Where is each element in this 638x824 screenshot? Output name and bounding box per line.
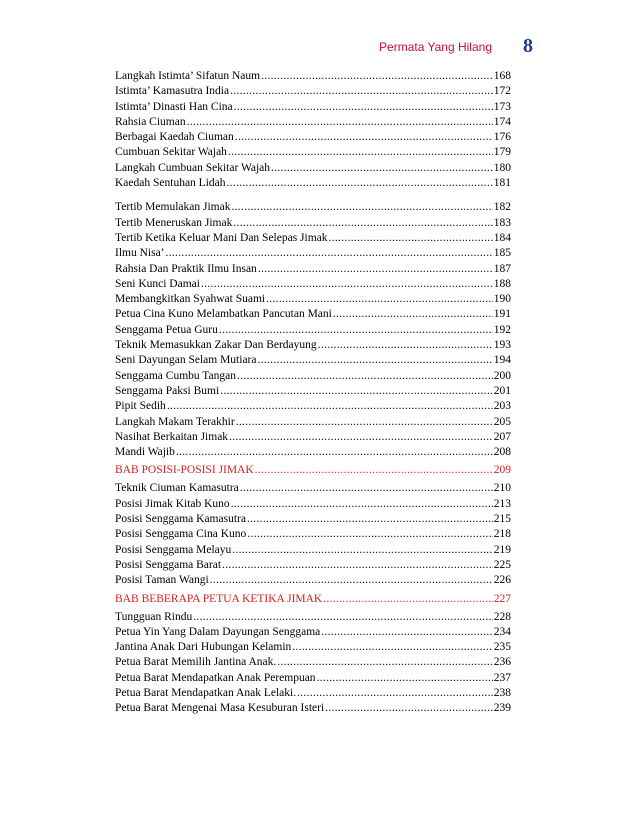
dot-leader (333, 307, 493, 322)
chapter-title: BAB POSISI-POSISI JIMAK (115, 464, 254, 477)
toc-entry (115, 701, 511, 716)
dot-leader (240, 481, 493, 496)
entry-title: Seni Kunci Damai (115, 277, 200, 290)
entry-page-number: 236 (493, 656, 511, 669)
entry-page-number: 188 (493, 277, 511, 290)
dot-leader (237, 369, 493, 384)
entry-page-number: 190 (493, 293, 511, 306)
toc-entry (115, 161, 511, 176)
toc-entry (115, 655, 511, 670)
toc-entry (115, 338, 511, 353)
toc-entry (115, 543, 511, 558)
toc-entry (115, 130, 511, 145)
dot-leader (201, 277, 493, 292)
entry-title: Posisi Senggama Cina Kuno (115, 528, 247, 541)
entry-title: Senggama Petua Guru (115, 323, 218, 336)
entry-page-number: 201 (493, 384, 511, 397)
group-spacer (115, 191, 511, 200)
entry-page-number: 205 (493, 415, 511, 428)
entry-title: Teknik Ciuman Kamasutra (115, 482, 239, 495)
dot-leader (325, 701, 493, 716)
dot-leader (271, 161, 493, 176)
entry-title: Istimta’ Kamasutra India (115, 85, 230, 98)
entry-page-number: 208 (493, 446, 511, 459)
entry-title: Rahsia Ciuman (115, 115, 186, 128)
dot-leader (231, 200, 492, 215)
entry-title: Rahsia Dan Praktik Ilmu Insan (115, 262, 257, 275)
dot-leader (329, 231, 493, 246)
entry-title: Petua Yin Yang Dalam Dayungan Senggama (115, 625, 321, 638)
entry-title: Tertib Meneruskan Jimak (115, 216, 233, 229)
dot-leader (230, 84, 493, 99)
entry-title: Petua Barat Mengenai Masa Kesuburan Isteri (115, 702, 325, 715)
dot-leader (247, 512, 493, 527)
entry-page-number: 174 (493, 115, 511, 128)
page-header (0, 36, 638, 60)
toc-entry (115, 292, 511, 307)
entry-title: Langkah Cumbuan Sekitar Wajah (115, 161, 271, 174)
entry-page-number: 192 (493, 323, 511, 336)
toc-entry (115, 671, 511, 686)
dot-leader (187, 115, 493, 130)
entry-title: Berbagai Kaedah Ciuman (115, 131, 234, 144)
entry-title: Jantina Anak Dari Hubungan Kelamin (115, 641, 292, 654)
entry-title: Tertib Ketika Keluar Mani Dan Selepas Jimak (115, 231, 328, 244)
entry-page-number: 237 (493, 671, 511, 684)
entry-page-number: 187 (493, 262, 511, 275)
entry-title: Posisi Senggama Kamasutra (115, 513, 246, 526)
toc-entry (115, 610, 511, 625)
dot-leader (234, 100, 493, 115)
toc-entry (115, 246, 511, 261)
dot-leader (266, 292, 493, 307)
dot-leader (261, 69, 493, 84)
dot-leader (229, 430, 493, 445)
entry-title: Petua Cina Kuno Melambatkan Pancutan Mani (115, 308, 332, 321)
toc-entry (115, 527, 511, 542)
entry-page-number: 184 (493, 231, 511, 244)
toc-entry (115, 481, 511, 496)
toc-entry (115, 558, 511, 573)
dot-leader (323, 589, 493, 610)
chapter-heading (115, 589, 511, 610)
entry-title: Tungguan Rindu (115, 610, 193, 623)
toc-entry (115, 512, 511, 527)
dot-leader (258, 262, 493, 277)
entry-page-number: 235 (493, 641, 511, 654)
entry-title: Senggama Cumbu Tangan (115, 369, 236, 382)
entry-page-number: 173 (493, 100, 511, 113)
dot-leader (167, 399, 493, 414)
chapter-page-number: 227 (493, 592, 511, 605)
entry-page-number: 234 (493, 625, 511, 638)
entry-page-number: 238 (493, 686, 511, 699)
entry-page-number: 193 (493, 339, 511, 352)
toc-entry (115, 625, 511, 640)
entry-title: Tertib Memulakan Jimak (115, 201, 231, 214)
toc-entry (115, 323, 511, 338)
entry-title: Posisi Senggama Barat (115, 558, 222, 571)
toc-entry (115, 307, 511, 322)
toc-entry (115, 145, 511, 160)
entry-page-number: 213 (493, 497, 511, 510)
dot-leader (247, 527, 492, 542)
table-of-contents (115, 69, 511, 717)
toc-entry (115, 100, 511, 115)
dot-leader (317, 671, 493, 686)
dot-leader (318, 338, 493, 353)
entry-page-number: 181 (493, 177, 511, 190)
entry-page-number: 203 (493, 400, 511, 413)
dot-leader (222, 558, 493, 573)
entry-title: Membangkitkan Syahwat Suami (115, 293, 266, 306)
toc-entry (115, 216, 511, 231)
entry-title: Nasihat Berkaitan Jimak (115, 430, 229, 443)
chapter-page-number: 209 (493, 464, 511, 477)
entry-page-number: 176 (493, 131, 511, 144)
entry-page-number: 207 (493, 430, 511, 443)
book-title: Permata Yang Hilang (379, 40, 492, 54)
entry-title: Posisi Taman Wangi (115, 574, 209, 587)
toc-entry (115, 369, 511, 384)
entry-page-number: 182 (493, 201, 511, 214)
toc-entry (115, 415, 511, 430)
entry-title: Posisi Jimak Kitab Kuno (115, 497, 230, 510)
entry-title: Cumbuan Sekitar Wajah (115, 146, 227, 159)
dot-leader (233, 216, 492, 231)
entry-title: Mandi Wajib (115, 446, 175, 459)
entry-title: Ilmu Nisa’ (115, 247, 165, 260)
dot-leader (292, 640, 492, 655)
entry-page-number: 185 (493, 247, 511, 260)
entry-page-number: 225 (493, 558, 511, 571)
entry-page-number: 239 (493, 702, 511, 715)
toc-entry (115, 430, 511, 445)
entry-title: Langkah Istimta’ Sifatun Naum (115, 70, 261, 82)
dot-leader (232, 543, 492, 558)
chapter-heading (115, 460, 511, 481)
entry-page-number: 215 (493, 513, 511, 526)
dot-leader (193, 610, 493, 625)
toc-entry (115, 497, 511, 512)
entry-page-number: 194 (493, 354, 511, 367)
toc-entry (115, 69, 511, 84)
entry-title: Petua Barat Memilih Jantina Anak. (115, 656, 277, 669)
entry-title: Teknik Memasukkan Zakar Dan Berdayung (115, 339, 317, 352)
toc-entry (115, 262, 511, 277)
dot-leader (321, 625, 492, 640)
entry-title: Pipit Sedih (115, 400, 166, 413)
entry-page-number: 183 (493, 216, 511, 229)
dot-leader (231, 497, 493, 512)
dot-leader (176, 445, 493, 460)
page-number: 8 (523, 35, 533, 57)
toc-entry (115, 573, 511, 588)
entry-page-number: 226 (493, 574, 511, 587)
dot-leader (228, 145, 493, 160)
toc-entry (115, 84, 511, 99)
entry-title: Senggama Paksi Bumi (115, 384, 220, 397)
toc-entry (115, 176, 511, 191)
toc-entry (115, 200, 511, 215)
entry-page-number: 219 (493, 543, 511, 556)
entry-title: Petua Barat Mendapatkan Anak Perempuan (115, 671, 316, 684)
dot-leader (227, 176, 493, 191)
entry-page-number: 191 (493, 308, 511, 321)
dot-leader (255, 460, 493, 481)
entry-title: Kaedah Sentuhan Lidah (115, 177, 226, 190)
dot-leader (257, 353, 492, 368)
entry-title: Istimta’ Dinasti Han Cina (115, 100, 233, 113)
toc-entry (115, 445, 511, 460)
entry-page-number: 179 (493, 146, 511, 159)
toc-entry (115, 640, 511, 655)
dot-leader (235, 130, 493, 145)
chapter-title: BAB BEBERAPA PETUA KETIKA JIMAK (115, 592, 323, 605)
entry-page-number: 168 (493, 70, 511, 82)
dot-leader (166, 246, 493, 261)
entry-page-number: 200 (493, 369, 511, 382)
dot-leader (277, 655, 492, 670)
entry-page-number: 218 (493, 528, 511, 541)
dot-leader (210, 573, 493, 588)
dot-leader (236, 415, 493, 430)
entry-title: Posisi Senggama Melayu (115, 543, 232, 556)
entry-title: Langkah Makam Terakhir (115, 415, 235, 428)
dot-leader (297, 686, 493, 701)
dot-leader (219, 323, 493, 338)
entry-title: Petua Barat Mendapatkan Anak Lelaki. (115, 686, 297, 699)
entry-page-number: 210 (493, 482, 511, 495)
dot-leader (220, 384, 493, 399)
toc-entry (115, 115, 511, 130)
toc-entry (115, 384, 511, 399)
entry-page-number: 228 (493, 610, 511, 623)
toc-entry (115, 353, 511, 368)
entry-page-number: 180 (493, 161, 511, 174)
toc-entry (115, 277, 511, 292)
toc-entry (115, 686, 511, 701)
toc-entry (115, 399, 511, 414)
toc-entry (115, 231, 511, 246)
entry-page-number: 172 (493, 85, 511, 98)
entry-title: Seni Dayungan Selam Mutiara (115, 354, 257, 367)
